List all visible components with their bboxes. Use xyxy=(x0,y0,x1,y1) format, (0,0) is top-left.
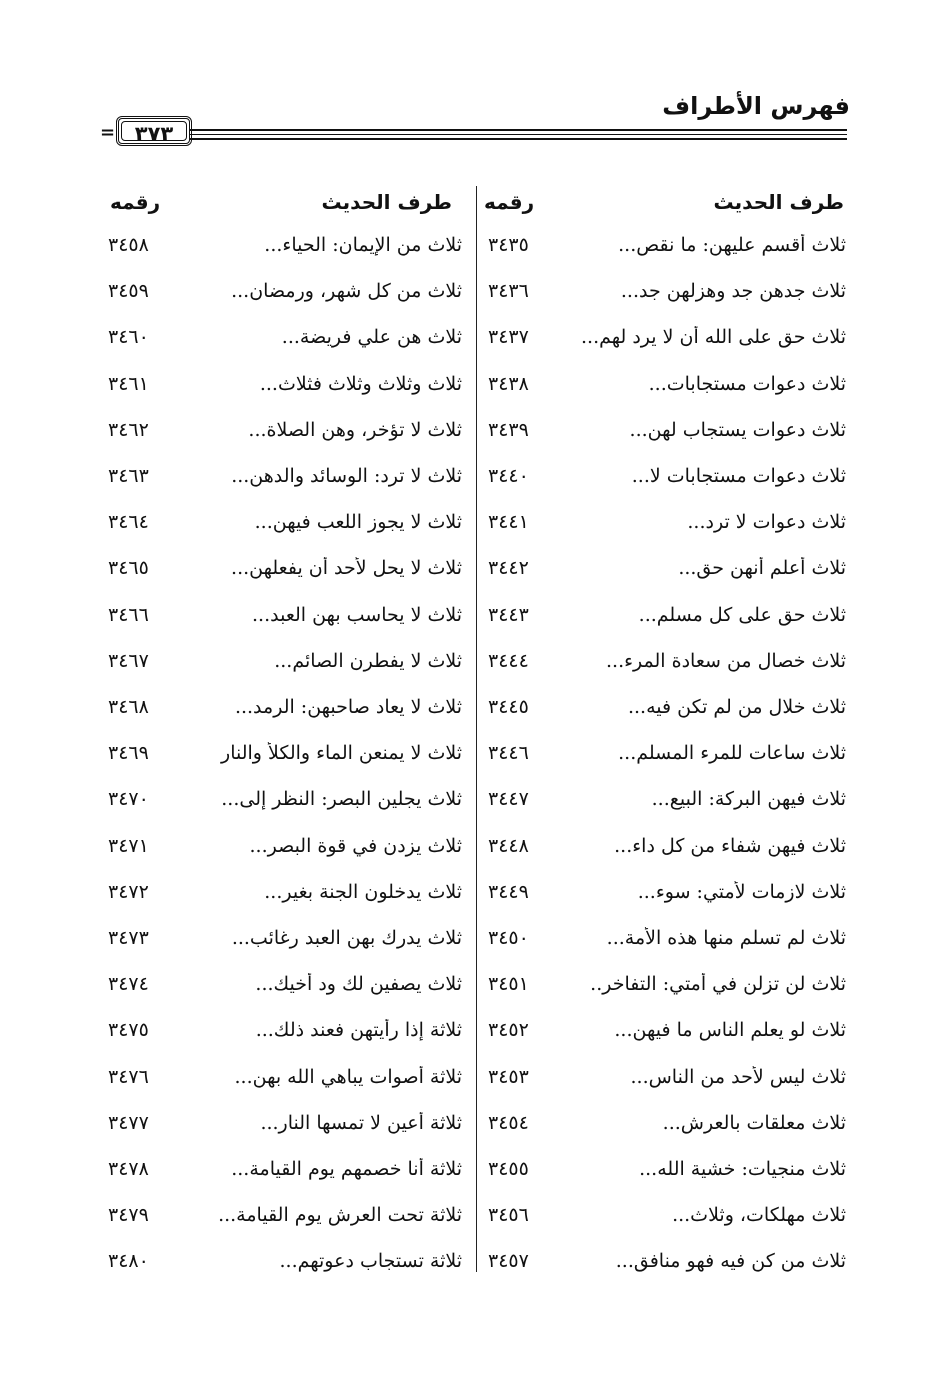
right-entry-number: ٣٤٤١ xyxy=(488,511,529,534)
page-title: فهرس الأطراف xyxy=(662,92,850,120)
left-entry-number: ٣٤٨٠ xyxy=(108,1250,149,1273)
left-entry-row xyxy=(0,407,950,453)
left-entry-number: ٣٤٦٦ xyxy=(108,603,149,626)
right-entry-number: ٣٤٣٦ xyxy=(488,280,529,303)
right-entry-number: ٣٤٥٧ xyxy=(488,1250,529,1273)
right-entry-text: ثلاث مهلكات، وثلاث... xyxy=(672,1204,846,1227)
right-entry-text: ثلاث أقسم عليهن: ما نقص... xyxy=(618,234,846,256)
right-entry-number: ٣٤٥٥ xyxy=(488,1158,529,1180)
left-entry-row xyxy=(0,684,950,730)
right-entry-text: ثلاث دعوات لا ترد... xyxy=(687,511,846,534)
right-entry-number: ٣٤٥٠ xyxy=(488,927,529,949)
left-entry-text: ثلاث يصفين لك ود أخيك... xyxy=(255,973,462,996)
right-entry-text: ثلاث خصال من سعادة المرء... xyxy=(605,649,846,672)
left-entry-row xyxy=(0,268,950,314)
left-entry-text: ثلاثة أعين لا تمسها النار... xyxy=(260,1111,462,1134)
left-entry-row xyxy=(0,361,950,407)
left-entry-text: ثلاثة أنا خصمهم يوم القيامة... xyxy=(231,1158,462,1180)
right-entry-text: ثلاث جدهن جد وهزلهن جد... xyxy=(620,280,846,303)
left-entry-number: ٣٤٧٨ xyxy=(108,1158,149,1180)
right-entry-number: ٣٤٤٨ xyxy=(488,834,529,857)
left-entry-text: ثلاث لا تؤخر، وهن الصلاة... xyxy=(248,418,462,441)
left-entry-row xyxy=(0,776,950,822)
right-entry-text: ثلاث معلقات بالعرش... xyxy=(662,1111,846,1134)
left-entry-number: ٣٤٦٣ xyxy=(108,465,149,487)
header-rule xyxy=(190,129,847,141)
page-number: ٣٧٣ xyxy=(116,116,192,146)
right-entry-text: ثلاث ساعات للمرء المسلم... xyxy=(618,742,846,765)
right-entry-number: ٣٤٣٨ xyxy=(488,372,529,395)
left-entry-number: ٣٤٧٢ xyxy=(108,880,149,903)
left-entry-number: ٣٤٧٤ xyxy=(108,973,149,996)
left-entry-row xyxy=(0,1100,950,1146)
right-entry-number: ٣٤٥٤ xyxy=(488,1111,529,1134)
header-mark: = xyxy=(100,122,116,143)
left-entry-number: ٣٤٧٠ xyxy=(108,788,149,811)
left-entry-text: ثلاثة تحت العرش يوم القيامة... xyxy=(218,1204,462,1227)
right-entry-text: ثلاث دعوات مستجابات لا... xyxy=(631,465,846,487)
right-entry-number: ٣٤٤٤ xyxy=(488,649,529,672)
left-entry-number: ٣٤٧٥ xyxy=(108,1019,149,1042)
right-entry-text: ثلاث منجيات: خشية الله... xyxy=(639,1158,846,1180)
left-entry-number: ٣٤٦٤ xyxy=(108,511,149,534)
left-entry-text: ثلاث لا يعاد صاحبهن: الرمد... xyxy=(234,696,462,718)
left-entry-text: ثلاث لا يفطرن الصائم... xyxy=(274,649,462,672)
left-entry-text: ثلاث من الإيمان: الحياء... xyxy=(264,234,462,256)
right-entry-text: ثلاث أعلم أنهن حق... xyxy=(678,557,846,580)
left-entry-number: ٣٤٦٥ xyxy=(108,557,149,580)
left-entry-text: ثلاث لا يجوز اللعب فيهن... xyxy=(254,511,462,534)
right-entry-text: ثلاث لازمات لأمتي: سوء... xyxy=(637,880,846,903)
left-entry-text: ثلاثة أصوات يباهي الله بهن... xyxy=(234,1065,462,1088)
left-entry-number: ٣٤٦٨ xyxy=(108,696,149,718)
left-entry-row xyxy=(0,499,950,545)
left-entry-row xyxy=(0,638,950,684)
right-entry-text: ثلاث لن تزلن في أمتي: التفاخر.. xyxy=(590,973,846,996)
left-entry-text: ثلاث لا ترد: الوسائد والدهن... xyxy=(231,465,462,487)
right-entry-number: ٣٤٤٥ xyxy=(488,696,529,718)
right-num-header: رقمه xyxy=(484,190,535,214)
left-entry-text: ثلاثة إذا رأيتهن فعند ذلك... xyxy=(255,1019,462,1042)
left-entry-text: ثلاث يجلين البصر: النظر إلى... xyxy=(221,788,462,811)
left-entry-number: ٣٤٦٩ xyxy=(108,742,149,765)
right-entry-text: ثلاث دعوات يستجاب لهن... xyxy=(629,418,846,441)
left-entry-row xyxy=(0,453,950,499)
right-entry-number: ٣٤٥٦ xyxy=(488,1204,529,1227)
left-entry-row xyxy=(0,314,950,360)
right-entry-number: ٣٤٥١ xyxy=(488,973,529,996)
left-entry-row xyxy=(0,222,950,268)
left-entry-row xyxy=(0,961,950,1007)
left-entry-row xyxy=(0,1007,950,1053)
left-entry-row xyxy=(0,1054,950,1100)
right-entry-number: ٣٤٤٢ xyxy=(488,557,529,580)
right-entry-text: ثلاث دعوات مستجابات... xyxy=(648,372,846,395)
left-entry-row xyxy=(0,1192,950,1238)
right-entry-text: ثلاث حق على كل مسلم... xyxy=(638,603,846,626)
left-entry-number: ٣٤٦٢ xyxy=(108,418,149,441)
left-entry-number: ٣٤٧٩ xyxy=(108,1204,149,1227)
left-entry-row xyxy=(0,915,950,961)
right-entry-text: ثلاث حق على الله أن لا يرد لهم... xyxy=(581,326,846,349)
left-entry-row xyxy=(0,869,950,915)
left-entry-text: ثلاث لا يحاسب بهن العبد... xyxy=(252,603,462,626)
right-entry-number: ٣٤٣٥ xyxy=(488,234,529,256)
left-entry-text: ثلاثة تستجاب دعوتهم... xyxy=(279,1250,462,1273)
left-text-header: طرف الحديث xyxy=(321,190,452,214)
left-entry-row xyxy=(0,592,950,638)
left-entry-text: ثلاث وثلاث وثلاث فثلاث... xyxy=(259,372,462,395)
left-entry-text: ثلاث لا يمنعن الماء والكلأ والنار xyxy=(221,742,462,765)
right-entry-number: ٣٤٤٠ xyxy=(488,465,529,487)
left-entry-text: ثلاث يدخلون الجنة بغير... xyxy=(264,880,462,903)
right-entry-number: ٣٤٣٩ xyxy=(488,418,529,441)
left-entry-text: ثلاث يدرك بهن العبد رغائب... xyxy=(231,927,462,949)
left-entry-number: ٣٤٧٦ xyxy=(108,1065,149,1088)
right-entry-number: ٣٤٤٣ xyxy=(488,603,529,626)
left-num-header: رقمه xyxy=(110,190,161,214)
left-entry-number: ٣٤٦٧ xyxy=(108,649,149,672)
right-entry-number: ٣٤٤٧ xyxy=(488,788,529,811)
right-entry-text: ثلاث ليس لأحد من الناس... xyxy=(630,1065,846,1088)
left-entry-row xyxy=(0,545,950,591)
right-entry-number: ٣٤٤٩ xyxy=(488,880,529,903)
right-entry-text: ثلاث من كن فيه فهو منافق... xyxy=(615,1250,846,1273)
left-entry-row xyxy=(0,823,950,869)
left-entry-row xyxy=(0,1238,950,1284)
right-entry-number: ٣٤٤٦ xyxy=(488,742,529,765)
left-entry-text: ثلاث من كل شهر، ورمضان... xyxy=(231,280,462,303)
right-entry-text: ثلاث خلال من لم تكن فيه... xyxy=(627,696,846,718)
left-entry-text: ثلاث هن علي فريضة... xyxy=(281,326,462,349)
right-entry-number: ٣٤٥٣ xyxy=(488,1065,529,1088)
right-entry-text: ثلاث فيهن البركة: البيع... xyxy=(651,788,846,811)
left-entry-text: ثلاث لا يحل لأحد أن يفعلهن... xyxy=(231,557,462,580)
left-entry-row xyxy=(0,730,950,776)
right-entry-number: ٣٤٥٢ xyxy=(488,1019,529,1042)
left-entry-number: ٣٤٧٣ xyxy=(108,927,149,949)
left-entry-number: ٣٤٧١ xyxy=(108,834,149,857)
left-entry-number: ٣٤٧٧ xyxy=(108,1111,149,1134)
right-text-header: طرف الحديث xyxy=(713,190,844,214)
right-entry-number: ٣٤٣٧ xyxy=(488,326,529,349)
right-entry-text: ثلاث فيهن شفاء من كل داء... xyxy=(614,834,846,857)
left-entry-number: ٣٤٦١ xyxy=(108,372,149,395)
right-entry-text: ثلاث لو يعلم الناس ما فيهن... xyxy=(614,1019,846,1042)
left-entry-number: ٣٤٥٩ xyxy=(108,280,149,303)
right-entry-text: ثلاث لم تسلم منها هذه الأمة... xyxy=(606,927,846,949)
left-entry-number: ٣٤٥٨ xyxy=(108,234,149,256)
left-entry-text: ثلاث يزدن في قوة البصر... xyxy=(249,834,462,857)
left-entry-row xyxy=(0,1146,950,1192)
left-entry-number: ٣٤٦٠ xyxy=(108,326,149,349)
